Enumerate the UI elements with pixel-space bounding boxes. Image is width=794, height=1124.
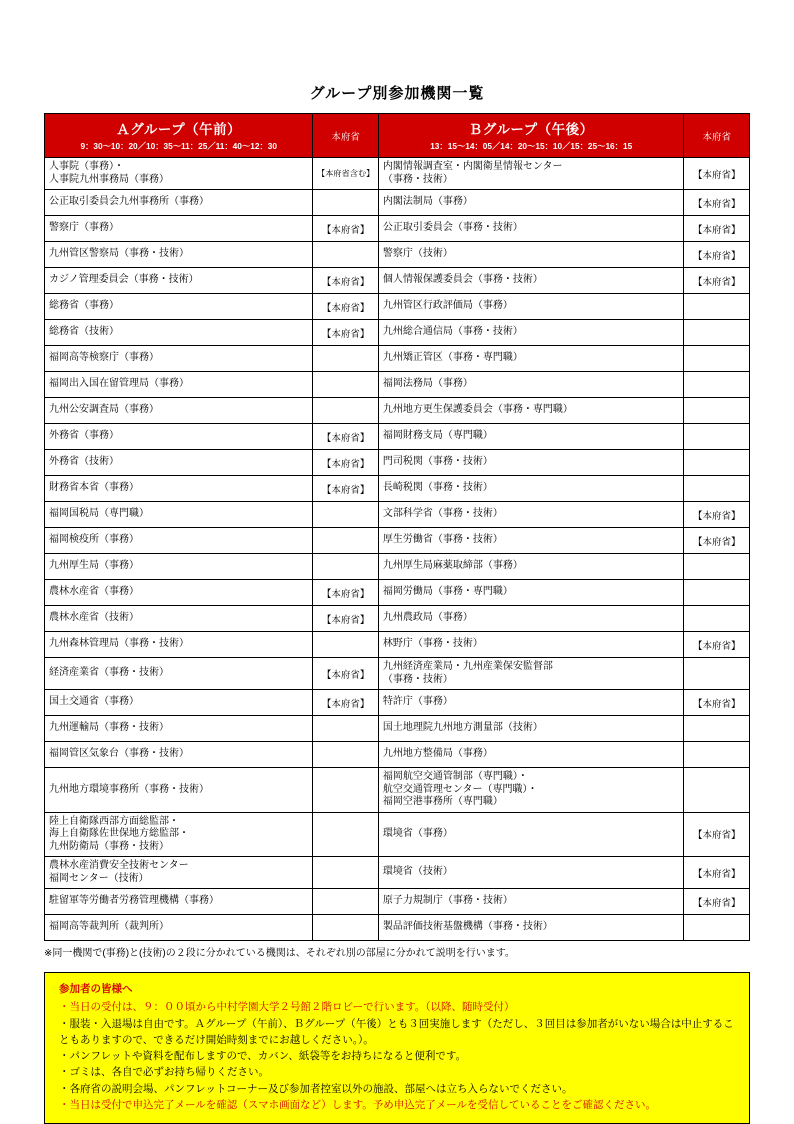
group-a-organization: 外務省（技術） [45,450,313,476]
table-row [45,580,750,606]
group-b-hq-badge: 【本府省】 [684,268,750,294]
group-a-organization: 人事院（事務）・ 人事院九州事務局（事務） [45,158,313,190]
group-a-organization: 公正取引委員会九州事務所（事務） [45,190,313,216]
group-a-hq-badge: 【本府省】 [313,606,378,632]
group-a-organization: 九州地方環境事務所（事務・技術） [45,768,313,813]
group-b-hq-badge: 【本府省】 [684,632,750,658]
group-b-hq-badge [684,424,750,450]
group-a-hq-badge: 【本府省】 [313,424,378,450]
group-a-organization: 陸上自衛隊西部方面総監部・ 海上自衛隊佐世保地方総監部・ 九州防衛局（事務・技術） [45,812,313,857]
table-row [45,346,750,372]
table-row [45,294,750,320]
group-b-hq-badge [684,450,750,476]
group-b-organization: 環境省（技術） [378,857,684,889]
notice-item: ・服装・入退場は自由です。Ａグループ（午前）、Ｂグループ（午後）とも３回実施します（ただし、３回目は参加者がいない場合は中止することもありますので、できるだけ開始時刻までにお越しください。）。 [59,1017,734,1046]
table-footnote: ※同一機関で(事務)と(技術)の２段に分かれている機関は、それぞれ別の部屋に分かれて説明を行います。 [44,948,515,959]
group-b-hq-badge: 【本府省】 [684,190,750,216]
group-b-hq-badge: 【本府省】 [684,889,750,915]
group-a-hq-badge [313,857,378,889]
group-a-hq-badge: 【本府省】 [313,476,378,502]
group-b-organization: 九州農政局（事務） [378,606,684,632]
participating-organizations-table [44,113,750,941]
table-row [45,158,750,190]
group-b-organization: 九州地方整備局（事務） [378,742,684,768]
group-a-organization: 農林水産省（事務） [45,580,313,606]
group-b-times: 13：15～14：05／14：20～15：10／15：25～16：15 [430,141,633,151]
group-a-hq-badge [313,346,378,372]
table-row [45,424,750,450]
table-row [45,554,750,580]
group-a-organization: 総務省（事務） [45,294,313,320]
group-a-organization: 九州管区警察局（事務・技術） [45,242,313,268]
group-a-organization: 福岡高等裁判所（裁判所） [45,915,313,941]
group-b-hq-badge [684,716,750,742]
group-b-organization: 警察庁（技術） [378,242,684,268]
group-b-hq-badge [684,294,750,320]
group-b-organization: 九州厚生局麻薬取締部（事務） [378,554,684,580]
group-a-hq-badge [313,716,378,742]
group-b-organization: 国土地理院九州地方測量部（技術） [378,716,684,742]
group-b-organization: 福岡法務局（事務） [378,372,684,398]
group-a-hq-badge [313,190,378,216]
group-a-hq-badge [313,812,378,857]
group-b-hq-header: 本府省 [684,114,750,158]
group-b-hq-badge [684,768,750,813]
group-a-organization: 九州運輸局（事務・技術） [45,716,313,742]
group-b-hq-badge: 【本府省】 [684,216,750,242]
notice-box [44,972,750,1124]
group-a-hq-badge: 【本府省】 [313,320,378,346]
group-a-organization: 外務省（事務） [45,424,313,450]
group-a-organization: 福岡管区気象台（事務・技術） [45,742,313,768]
group-b-hq-badge: 【本府省】 [684,812,750,857]
group-a-hq-badge: 【本府省】 [313,690,378,716]
group-b-name: Ｂグループ（午後） [468,122,594,137]
notice-list [59,999,739,1113]
group-a-organization: 財務省本省（事務） [45,476,313,502]
table-row [45,716,750,742]
group-a-hq-badge: 【本府省】 [313,294,378,320]
group-b-organization: 福岡財務支局（専門職） [378,424,684,450]
group-b-organization: 公正取引委員会（事務・技術） [378,216,684,242]
table-row [45,632,750,658]
group-b-header [378,114,684,158]
group-b-organization: 環境省（事務） [378,812,684,857]
group-b-hq-badge [684,372,750,398]
group-b-hq-badge [684,554,750,580]
group-a-hq-badge [313,502,378,528]
table-row [45,502,750,528]
table-header [45,114,750,158]
table-row [45,915,750,941]
group-b-hq-badge: 【本府省】 [684,528,750,554]
group-b-hq-badge [684,398,750,424]
table-row [45,742,750,768]
group-b-organization: 製品評価技術基盤機構（事務・技術） [378,915,684,941]
group-b-organization: 特許庁（事務） [378,690,684,716]
group-b-hq-badge [684,346,750,372]
group-b-organization: 内閣情報調査室・内閣衛星情報センター （事務・技術） [378,158,684,190]
group-a-hq-badge: 【本府省】 [313,450,378,476]
group-b-hq-badge: 【本府省】 [684,158,750,190]
group-a-hq-badge [313,768,378,813]
notice-item: ・当日の受付は、９：００頃から中村学園大学２号館２階ロビーで行います。（以降、随時受付） [59,1001,515,1014]
group-b-organization: 福岡労働局（事務・専門職） [378,580,684,606]
table-row [45,857,750,889]
group-a-organization: 経済産業省（事務・技術） [45,658,313,690]
group-a-hq-badge [313,242,378,268]
notice-item: ・ゴミは、各自で必ずお持ち帰りください。 [59,1066,269,1079]
table-row [45,606,750,632]
group-a-hq-badge: 【本府省】 [313,580,378,606]
group-a-organization: 福岡高等検察庁（事務） [45,346,313,372]
group-a-hq-badge [313,632,378,658]
table-row [45,528,750,554]
table-row [45,216,750,242]
group-a-organization: 福岡検疫所（事務） [45,528,313,554]
group-b-hq-badge [684,476,750,502]
table-row [45,690,750,716]
group-b-organization: 内閣法制局（事務） [378,190,684,216]
group-b-organization: 九州総合通信局（事務・技術） [378,320,684,346]
group-a-hq-badge [313,915,378,941]
group-a-hq-header: 本府省 [313,114,378,158]
group-a-organization: 農林水産消費安全技術センター 福岡センター（技術） [45,857,313,889]
group-a-hq-badge [313,372,378,398]
table-row [45,476,750,502]
group-b-hq-badge [684,915,750,941]
table-row [45,768,750,813]
group-a-hq-badge [313,398,378,424]
group-a-organization: 国土交通省（事務） [45,690,313,716]
group-b-organization: 林野庁（事務・技術） [378,632,684,658]
table-row [45,242,750,268]
group-a-hq-badge [313,742,378,768]
group-b-hq-badge: 【本府省】 [684,502,750,528]
group-b-organization: 文部科学省（事務・技術） [378,502,684,528]
group-b-hq-badge: 【本府省】 [684,690,750,716]
group-b-organization: 九州矯正管区（事務・専門職） [378,346,684,372]
table-row [45,320,750,346]
group-b-hq-badge: 【本府省】 [684,857,750,889]
table-row [45,190,750,216]
group-a-organization: 九州公安調査局（事務） [45,398,313,424]
group-a-organization: 九州森林管理局（事務・技術） [45,632,313,658]
group-b-hq-badge [684,580,750,606]
group-a-organization: 農林水産省（技術） [45,606,313,632]
group-a-organization: 警察庁（事務） [45,216,313,242]
notice-item: ・各府省の説明会場、パンフレットコーナー及び参加者控室以外の施設、部屋へは立ち入らないでください。 [59,1082,573,1095]
group-a-organization: 福岡国税局（専門職） [45,502,313,528]
table-row [45,398,750,424]
group-a-hq-badge: 【本府省含む】 [313,158,378,190]
group-a-hq-badge [313,528,378,554]
notice-item: ・当日は受付で申込完了メールを確認（スマホ画面など）します。予め申込完了メールを受信していることをご確認ください。 [59,1098,657,1111]
group-b-hq-badge [684,658,750,690]
table-row [45,268,750,294]
notice-title: 参加者の皆様へ [59,983,133,995]
group-a-organization: 総務省（技術） [45,320,313,346]
group-b-organization: 九州地方更生保護委員会（事務・専門職） [378,398,684,424]
group-b-organization: 個人情報保護委員会（事務・技術） [378,268,684,294]
group-b-organization: 門司税関（事務・技術） [378,450,684,476]
notice-item: ・パンフレットや資料を配布しますので、カバン、紙袋等をお持ちになると便利です。 [59,1050,467,1063]
page-title: グループ別参加機関一覧 [309,85,485,102]
group-b-organization: 厚生労働省（事務・技術） [378,528,684,554]
group-a-hq-badge: 【本府省】 [313,216,378,242]
group-a-hq-badge [313,889,378,915]
group-a-name: Ａグループ（午前） [116,122,242,137]
group-b-organization: 原子力規制庁（事務・技術） [378,889,684,915]
group-a-header [45,114,313,158]
group-a-hq-badge: 【本府省】 [313,658,378,690]
group-b-hq-badge [684,320,750,346]
group-b-organization: 福岡航空交通管制部（専門職）・ 航空交通管理センター（専門職）・ 福岡空港事務所（専門職） [378,768,684,813]
table-row [45,658,750,690]
group-a-hq-badge [313,554,378,580]
group-a-organization: 福岡出入国在留管理局（事務） [45,372,313,398]
table-row [45,812,750,857]
table-row [45,450,750,476]
table-row [45,372,750,398]
group-a-times: 9：30～10：20／10：35～11：25／11：40～12：30 [80,141,277,151]
group-b-hq-badge [684,606,750,632]
group-a-organization: カジノ管理委員会（事務・技術） [45,268,313,294]
group-a-hq-badge: 【本府省】 [313,268,378,294]
table-row [45,889,750,915]
group-b-organization: 九州経済産業局・九州産業保安監督部 （事務・技術） [378,658,684,690]
group-b-hq-badge: 【本府省】 [684,242,750,268]
group-b-hq-badge [684,742,750,768]
group-a-organization: 九州厚生局（事務） [45,554,313,580]
table-body [45,158,750,941]
group-b-organization: 九州管区行政評価局（事務） [378,294,684,320]
group-a-organization: 駐留軍等労働者労務管理機構（事務） [45,889,313,915]
group-b-organization: 長崎税関（事務・技術） [378,476,684,502]
